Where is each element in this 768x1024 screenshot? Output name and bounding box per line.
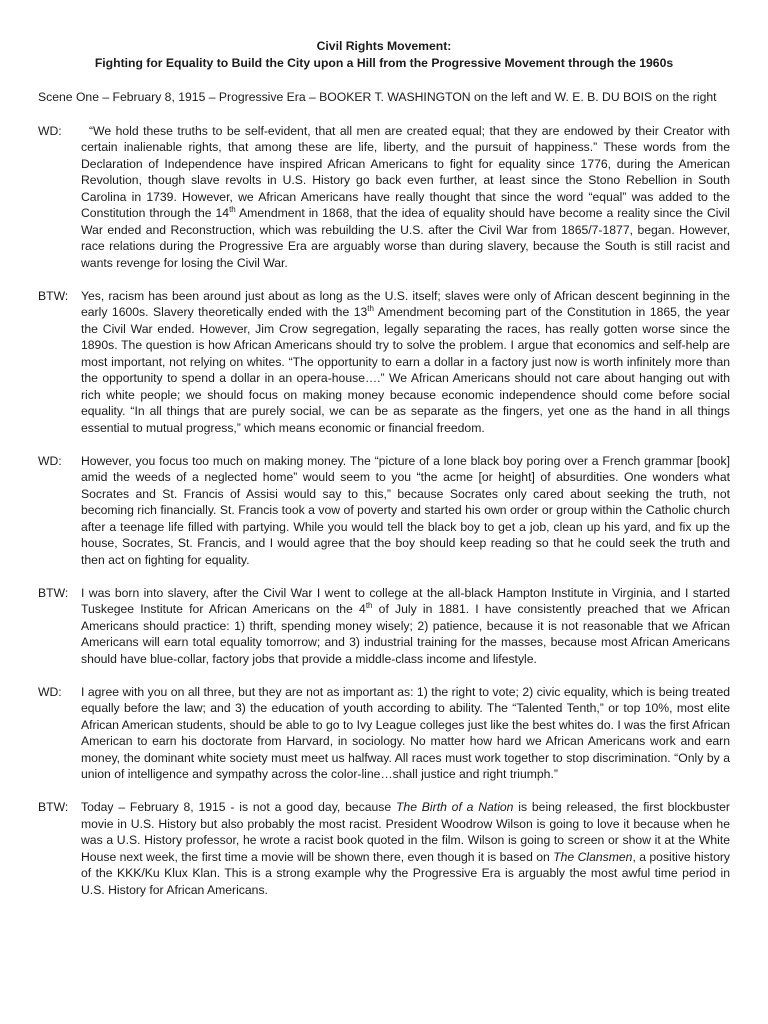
dialogue-text-part: is being released, the first blockbuster movie in U.S. History but also probably the most racist. President Woodrow Wilson is going to love it because when he was a U.S. History professor, he wrote a racist book quoted in the film. Wilson is going to screen or show it at the White House next week, the first time a movie will be shown there, even though it is based on xyxy=(81,800,730,864)
dialogue-text-part: I agree with you on all three, but they are not as important as: 1) the right to vote; 2) civic equality, which is being treated equally before the law; and 3) the education of youth according to ability. The “Talented Tenth,” or top 10%, most elite African American students, should be able to go to Ivy League colleges just like the best whites do. I was the first African American to earn his doctorate from Harvard, in sociology. No matter how hard we African Americans work and earn money, the dominant white society must meet us halfway. All races must work together to stop discrimination. “Only by a union of intelligence and sympathy across the color-line…shall justice and right triumph.” xyxy=(81,684,730,781)
scene-heading: Scene One – February 8, 1915 – Progressive Era – BOOKER T. WASHINGTON on the left and W. E. B. DU BOIS on the right xyxy=(38,90,717,104)
title-block xyxy=(38,38,730,71)
dialogue-text xyxy=(81,799,730,898)
dialogue-text xyxy=(81,123,730,272)
dialogue-text-part: Amendment in 1868, that the idea of equality should have become a reality since the Civil War ended and Reconstruction, which was rebuilding the U.S. after the Civil War from 1865/7-1877, began. However, race relations during the Progressive Era are arguably worse than during slavery, because the South is still racist and wants revenge for losing the Civil War. xyxy=(81,206,730,270)
speaker-label: BTW: xyxy=(38,800,69,814)
dialogue-text-part: “We hold these truths to be self-evident, that all men are created equal; that they are endowed by their Creator with certain inalienable rights, that among these are life, liberty, and the pursuit of happiness.” These words from the Declaration of Independence have inspired African Americans to fight for equality since 1776, during the American Revolution, though slave revolts in U.S. History go back even further, at least since the Stono Rebellion in South Carolina in 1739. However, we African Americans have really thought that since the word “equal” was added to the Constitution through the 14 xyxy=(81,123,730,220)
dialogue-text xyxy=(81,684,730,783)
speaker-label: BTW: xyxy=(38,585,69,600)
speaker-label: WD: xyxy=(38,453,62,468)
dialogue-entry xyxy=(38,799,730,898)
speaker-label: WD: xyxy=(38,684,62,699)
film-title: The Birth of a Nation xyxy=(395,800,514,814)
dialogue-text-part: Yes, racism has been around just about as long as the U.S. itself; slaves were only of African descent beginning in the early 1600s. Slavery theoretically ended with the 13 xyxy=(81,288,730,319)
dialogue-entry xyxy=(38,288,730,437)
dialogue-text-part: of July in 1881. I have consistently preached that we African Americans should practice: 1) thrift, spending money wisely; 2) patience, because it is not reasonable that we African Americans will earn total equality tomorrow; and 3) industrial training for the masses, because most African Americans should have blue-collar, factory jobs that provide a middle-class income and lifestyle. xyxy=(81,602,730,666)
dialogue-text xyxy=(81,288,730,437)
speaker-label: BTW: xyxy=(38,288,69,303)
dialogue-text-part: , a positive history of the KKK/Ku Klux Klan. This is a strong example why the Progressive Era is arguably the most awful time period in U.S. History for African Americans. xyxy=(81,849,730,897)
dialogue-text-part: However, you focus too much on making money. The “picture of a lone black boy poring over a French grammar [book] amid the weeds of a neglected home” would seem to you “the acme [or height] of absurdities. One wonders what Socrates and St. Francis of Assisi would say to this,” because Socrates only cared about seeking the truth, not becoming rich financially. St. Francis took a vow of poverty and started his own order or group within the Catholic church after a teenage life filled with partying. While you would tell the black boy to get a job, clean up his yard, and fix up the house, Socrates, St. Francis, and I would agree that the boy should keep reading so that he could seek the truth and then act on fighting for equality. xyxy=(81,453,730,567)
dialogue-entry xyxy=(38,684,730,783)
ordinal-suffix: th xyxy=(229,204,236,214)
document-subtitle: Fighting for Equality to Build the City upon a Hill from the Progressive Movement through the 1960s xyxy=(94,55,674,70)
ordinal-suffix: th xyxy=(365,600,373,610)
ordinal-suffix: th xyxy=(367,303,374,313)
document-title: Civil Rights Movement: xyxy=(316,39,452,53)
dialogue-entry xyxy=(38,123,730,272)
speaker-label: WD: xyxy=(38,123,62,138)
dialogue-text-part: Amendment becoming part of the Constitution in 1865, the year the Civil War ended. However, Jim Crow segregation, legally separating the races, has really gotten worse since the 1890s. The question is how African Americans should try to solve the problem. I argue that economics and self-help are most important, not relying on whites. “The opportunity to earn a dollar in a factory just now is worth infinitely more than the opportunity to spend a dollar in an opera-house….” We African Americans should not care about hanging out with rich white people; we should focus on making money because economic independence should come before social equality. “In all things that are purely social, we can be as separate as the fingers, yet one as the hand in all things essential to mutual progress,” which means economic or financial freedom. xyxy=(81,305,730,435)
dialogue-text xyxy=(81,453,730,569)
dialogue-entry xyxy=(38,585,730,668)
dialogue-text xyxy=(81,585,730,668)
dialogue-entry xyxy=(38,453,730,569)
dialogue-text-part: I was born into slavery, after the Civil War I went to college at the all-black Hampton Institute in Virginia, and I started Tuskegee Institute for African Americans on the 4 xyxy=(81,585,730,616)
dialogue-text-part: Today – February 8, 1915 - is not a good day, because xyxy=(81,800,396,814)
book-title: The Clansmen xyxy=(553,849,633,864)
